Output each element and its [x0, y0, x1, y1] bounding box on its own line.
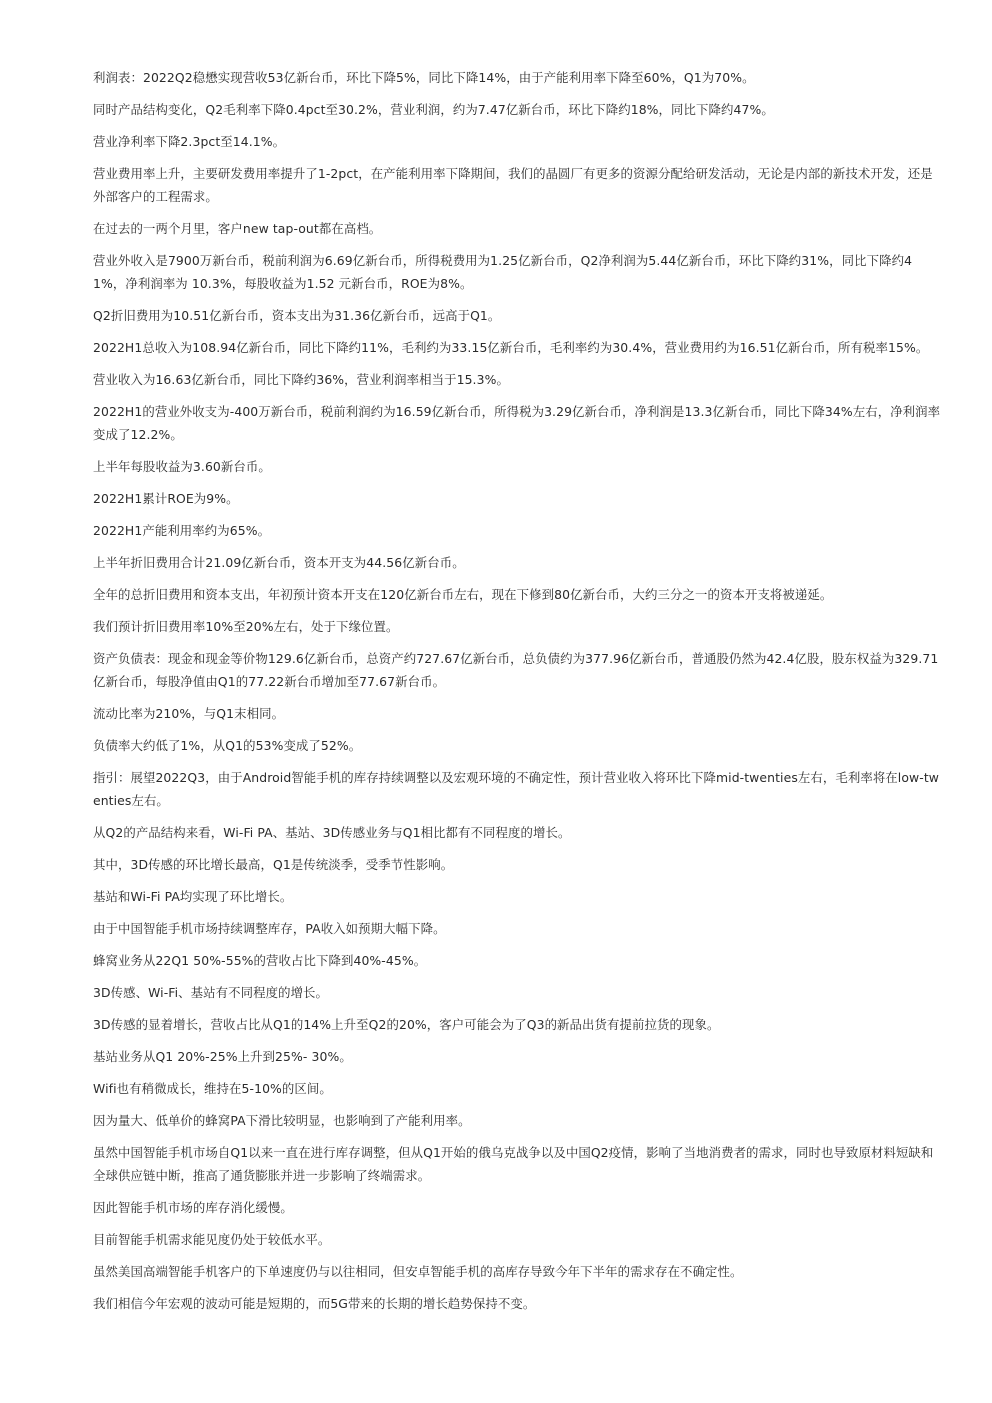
paragraph-inventory-digestion: 因此智能手机市场的库存消化缓慢。 [93, 1200, 293, 1215]
paragraph-demand-visibility: 目前智能手机需求能见度仍处于较低水平。 [93, 1232, 331, 1247]
paragraph-debt-ratio: 负债率大约低了1%，从Q1的53%变成了52%。 [93, 738, 362, 753]
paragraph-cellular-share: 蜂窝业务从22Q1 50%-55%的营收占比下降到40%-45%。 [93, 953, 427, 968]
paragraph-china-market: 虽然中国智能手机市场自Q1以来一直在进行库存调整，但从Q1开始的俄乌克战争以及中国Q2疫情，影响了当地消费者的需求，同时也导致原材料短缺和全球供应链中断，推高了通货膨胀并进一步影响了终端需求。 [93, 1145, 934, 1183]
paragraph-balance-sheet: 资产负债表：现金和现金等价物129.6亿新台币，总资产约727.67亿新台币，总负债约为377.96亿新台币，普通股仍然为42.4亿股，股东权益为329.71亿新台币，每股净值由Q1的77.22新台币增加至77.67新台币。 [93, 651, 939, 689]
paragraph-segment-growth: 3D传感、Wi-Fi、基站有不同程度的增长。 [93, 985, 329, 1000]
paragraph-base-station-share: 基站业务从Q1 20%-25%上升到25%- 30%。 [93, 1049, 352, 1064]
paragraph-pa-revenue: 由于中国智能手机市场持续调整库存，PA收入如预期大幅下降。 [93, 921, 446, 936]
paragraph-h1-non-operating: 2022H1的营业外收支为-400万新台币，税前利润约为16.59亿新台币，所得税为3.29亿新台币，净利润是13.3亿新台币，同比下降34%左右，净利润率变成了12.2%。 [93, 404, 941, 442]
paragraph-net-margin: 营业净利率下降2.3pct至14.1%。 [93, 134, 286, 149]
paragraph-5g-outlook: 我们相信今年宏观的波动可能是短期的，而5G带来的长期的增长趋势保持不变。 [93, 1296, 536, 1311]
paragraph-gross-margin: 同时产品结构变化，Q2毛利率下降0.4pct至30.2%，营业利润，约为7.47亿新台币，环比下降约18%，同比下降约47%。 [93, 102, 774, 117]
paragraph-base-station-wifi: 基站和Wi-Fi PA均实现了环比增长。 [93, 889, 293, 904]
paragraph-us-customer: 虽然美国高端智能手机客户的下单速度仍与以往相同，但安卓智能手机的高库存导致今年下半年的需求存在不确定性。 [93, 1264, 743, 1279]
paragraph-income-statement: 利润表：2022Q2稳懋实现营收53亿新台币，环比下降5%，同比下降14%，由于产能利用率下降至60%，Q1为70%。 [93, 70, 755, 85]
paragraph-operating-expense: 营业费用率上升，主要研发费用率提升了1-2pct，在产能利用率下降期间，我们的晶圆厂有更多的资源分配给研发活动，无论是内部的新技术开发，还是外部客户的工程需求。 [93, 166, 933, 204]
paragraph-h1-revenue: 2022H1总收入为108.94亿新台币，同比下降约11%，毛利约为33.15亿新台币，毛利率约为30.4%，营业费用约为16.51亿新台币，所有税率15%。 [93, 340, 929, 355]
paragraph-q2-depreciation: Q2折旧费用为10.51亿新台币，资本支出为31.36亿新台币，远高于Q1。 [93, 308, 501, 323]
paragraph-guidance: 指引：展望2022Q3，由于Android智能手机的库存持续调整以及宏观环境的不确定性，预计营业收入将环比下降mid-twenties左右，毛利率将在low-twenties左右。 [93, 770, 940, 808]
paragraph-annual-capex: 全年的总折旧费用和资本支出，年初预计资本开支在120亿新台币左右，现在下修到80亿新台币，大约三分之一的资本开支将被递延。 [93, 587, 833, 602]
paragraph-current-ratio: 流动比率为210%，与Q1末相同。 [93, 706, 285, 721]
paragraph-wifi-share: Wifi也有稍微成长，维持在5-10%的区间。 [93, 1081, 332, 1096]
paragraph-depreciation-rate: 我们预计折旧费用率10%至20%左右，处于下缘位置。 [93, 619, 399, 634]
paragraph-non-operating-income: 营业外收入是7900万新台币，税前利润为6.69亿新台币，所得税费用为1.25亿新台币，Q2净利润为5.44亿新台币，环比下降约31%，同比下降约41%，净利润率为 10.3%，每股收益为1.52 元新台币，ROE为8%。 [93, 253, 913, 291]
paragraph-product-mix: 从Q2的产品结构来看，Wi-Fi PA、基站、3D传感业务与Q1相比都有不同程度的增长。 [93, 825, 571, 840]
paragraph-3d-sensing-share: 3D传感的显着增长，营收占比从Q1的14%上升至Q2的20%，客户可能会为了Q3的新品出货有提前拉货的现象。 [93, 1017, 720, 1032]
paragraph-h1-utilization: 2022H1产能利用率约为65%。 [93, 523, 271, 538]
paragraph-h1-eps: 上半年每股收益为3.60新台币。 [93, 459, 271, 474]
paragraph-h1-depreciation: 上半年折旧费用合计21.09亿新台币，资本开支为44.56亿新台币。 [93, 555, 465, 570]
paragraph-3d-sensing-growth: 其中，3D传感的环比增长最高，Q1是传统淡季，受季节性影响。 [93, 857, 454, 872]
paragraph-h1-roe: 2022H1累计ROE为9%。 [93, 491, 239, 506]
paragraph-tape-out: 在过去的一两个月里，客户new tap-out都在高档。 [93, 221, 382, 236]
paragraph-cellular-pa-decline: 因为量大、低单价的蜂窝PA下滑比较明显，也影响到了产能利用率。 [93, 1113, 471, 1128]
paragraph-h1-operating-income: 营业收入为16.63亿新台币，同比下降约36%，营业利润率相当于15.3%。 [93, 372, 509, 387]
